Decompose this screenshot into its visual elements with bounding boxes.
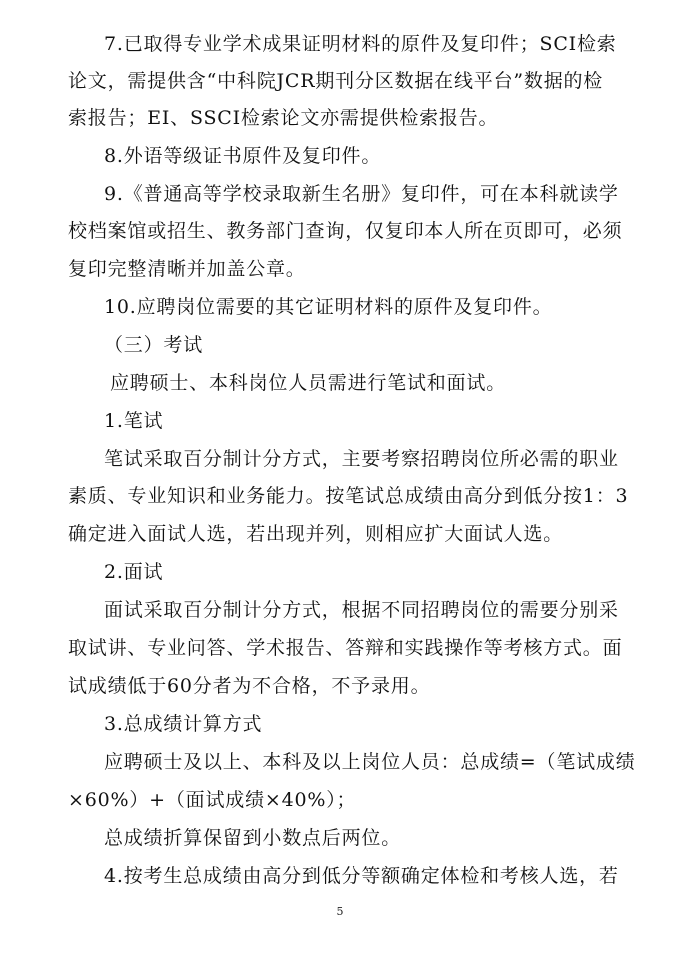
item-9-line-3: 复印完整清晰并加盖公章。 — [68, 258, 306, 280]
item-10-line: 10.应聘岗位需要的其它证明材料的原件及复印件。 — [104, 296, 553, 318]
rounding-rule-line: 总成绩折算保留到小数点后两位。 — [104, 827, 402, 849]
total-score-formula-line-1: 应聘硕士及以上、本科及以上岗位人员：总成绩=（笔试成绩 — [104, 751, 636, 773]
written-test-line-3: 确定进入面试人选，若出现并列，则相应扩大面试人选。 — [68, 523, 564, 545]
interview-line-2: 取试讲、专业问答、学术报告、答辩和实践操作等考核方式。面 — [68, 637, 623, 659]
written-test-line-2: 素质、专业知识和业务能力。按笔试总成绩由高分到低分按1：3 — [68, 485, 629, 507]
item-8-line: 8.外语等级证书原件及复印件。 — [104, 145, 382, 167]
written-test-line-1: 笔试采取百分制计分方式，主要考察招聘岗位所必需的职业 — [104, 448, 619, 470]
item-4-line-1: 4.按考生总成绩由高分到低分等额确定体检和考核人选，若 — [104, 865, 619, 887]
interview-line-1: 面试采取百分制计分方式，根据不同招聘岗位的需要分别采 — [104, 599, 619, 621]
item-7-line-3: 索报告；EI、SSCI检索论文亦需提供检索报告。 — [68, 107, 499, 129]
exam-intro-line: 应聘硕士、本科岗位人员需进行笔试和面试。 — [110, 372, 507, 394]
total-score-heading: 3.总成绩计算方式 — [104, 713, 263, 735]
interview-line-3: 试成绩低于60分者为不合格，不予录用。 — [68, 675, 431, 697]
item-7-line-1: 7.已取得专业学术成果证明材料的原件及复印件；SCI检索 — [104, 33, 617, 55]
written-test-heading: 1.笔试 — [104, 410, 164, 432]
item-7-line-2: 论文，需提供含“中科院JCR期刊分区数据在线平台”数据的检 — [68, 70, 604, 92]
item-9-line-1: 9.《普通高等学校录取新生名册》复印件，可在本科就读学 — [104, 183, 619, 205]
section-exam-heading: （三）考试 — [104, 334, 204, 356]
interview-heading: 2.面试 — [104, 561, 164, 583]
item-9-line-2: 校档案馆或招生、教务部门查询，仅复印本人所在页即可，必须 — [68, 220, 623, 242]
page-number: 5 — [336, 905, 344, 918]
total-score-formula-line-2: ×60%）+（面试成绩×40%）； — [68, 789, 357, 811]
